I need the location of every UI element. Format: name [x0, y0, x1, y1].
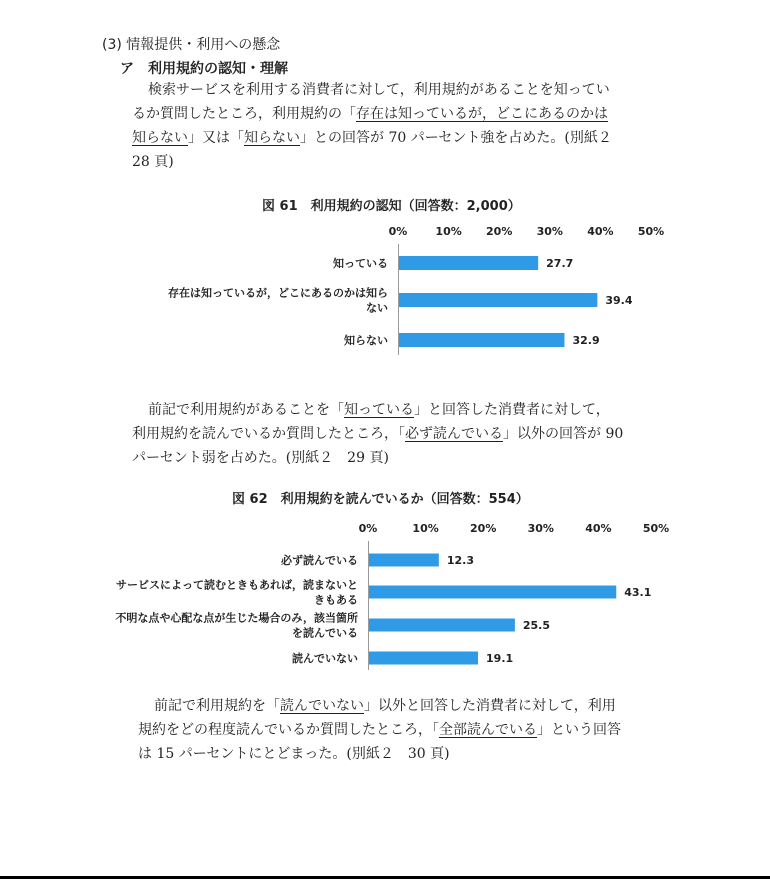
- paragraph-1-line-1: 検索サービスを利用する消費者に対して，利用規約があることを知ってい: [148, 82, 610, 98]
- section-heading: (3) 情報提供・利用への懸念: [102, 37, 281, 53]
- chart-61-data-label: 27.7: [546, 257, 574, 270]
- chart-61-tick-label: 10%: [435, 225, 462, 238]
- chart-61-tick-label: 50%: [637, 225, 665, 238]
- paragraph-2-line-3: パーセント弱を占めた。(別紙２ 29 頁): [132, 450, 389, 466]
- chart-61-tick-label: 30%: [536, 225, 563, 238]
- chart-62-category-label: サービスによって読むときもあれば，読まないと: [116, 578, 358, 592]
- chart-61-category-label: 存在は知っているが，どこにあるのかは知ら: [168, 286, 388, 300]
- chart-62-bar: [369, 619, 515, 632]
- chart-62-data-label: 19.1: [486, 652, 514, 665]
- chart-62-category-label: 読んでいない: [292, 652, 358, 665]
- chart-61-data-label: 39.4: [605, 294, 633, 307]
- paragraph-1-line-3: 知らない」又は「知らない」との回答が 70 パーセント強を占めた。(別紙２: [132, 130, 612, 146]
- chart-62-tick-label: 0%: [358, 522, 378, 535]
- chart-62-tick-label: 30%: [527, 522, 554, 535]
- paragraph-1-line-2: るか質問したところ，利用規約の「存在は知っているが，どこにあるのかは: [132, 106, 608, 122]
- chart-62-bar: [369, 554, 439, 567]
- underlined-phrase: 必ず読んでいる: [405, 426, 503, 442]
- chart-62-tick-label: 50%: [642, 522, 670, 535]
- paragraph-3-line-1: 前記で利用規約を「読んでいない」以外と回答した消費者に対して，利用: [154, 698, 616, 714]
- chart-61-tick-label: 20%: [486, 225, 513, 238]
- underlined-phrase: 知らない: [244, 130, 300, 146]
- chart-62-tick-label: 10%: [412, 522, 439, 535]
- chart-61-tick-label: 40%: [587, 225, 614, 238]
- paragraph-2-line-2: 利用規約を読んでいるか質問したところ，「必ず読んでいる」以外の回答が 90: [132, 426, 624, 442]
- chart-62-bar: [369, 652, 478, 665]
- chart-61-category-label: 知らない: [344, 334, 388, 347]
- underlined-phrase: 存在は知っているが，どこにあるのかは: [356, 106, 608, 122]
- underlined-phrase: 全部読んでいる: [439, 722, 537, 738]
- subsection-heading: ア 利用規約の認知・理解: [120, 61, 288, 77]
- chart-62-category-label: 必ず読んでいる: [281, 554, 358, 567]
- chart-62-data-label: 12.3: [446, 554, 474, 567]
- paragraph-1-line-4: 28 頁): [132, 154, 174, 170]
- chart-62-data-label: 25.5: [522, 619, 551, 632]
- underlined-phrase: 知っている: [344, 402, 414, 418]
- paragraph-3-line-2: 規約をどの程度読んでいるか質問したところ，「全部読んでいる」という回答: [138, 722, 621, 738]
- chart-62-category-label: を読んでいる: [292, 626, 358, 640]
- chart-61-tick-label: 0%: [388, 225, 408, 238]
- paragraph-2-line-1: 前記で利用規約があることを「知っている」と回答した消費者に対して，: [148, 402, 610, 418]
- paragraph-3-line-3: は 15 パーセントにとどまった。(別紙２ 30 頁): [138, 746, 450, 762]
- underlined-phrase: 知らない: [132, 130, 188, 146]
- chart-62-title: 図 62 利用規約を読んでいるか（回答数：554）: [232, 492, 529, 507]
- chart-62-category-label: きもある: [314, 593, 358, 607]
- chart-62-tick-label: 40%: [585, 522, 612, 535]
- chart-62-data-label: 43.1: [624, 586, 652, 599]
- chart-61-category-label: ない: [366, 301, 388, 315]
- underlined-phrase: 読んでいない: [280, 698, 364, 714]
- chart-61-title: 図 61 利用規約の認知（回答数：2,000）: [262, 199, 521, 214]
- chart-61-category-label: 知っている: [333, 257, 388, 270]
- chart-62-bar: [369, 586, 616, 599]
- chart-61-data-label: 32.9: [572, 334, 600, 347]
- chart-62-category-label: 不明な点や心配な点が生じた場合のみ，該当箇所: [115, 611, 358, 625]
- chart-62-tick-label: 20%: [470, 522, 497, 535]
